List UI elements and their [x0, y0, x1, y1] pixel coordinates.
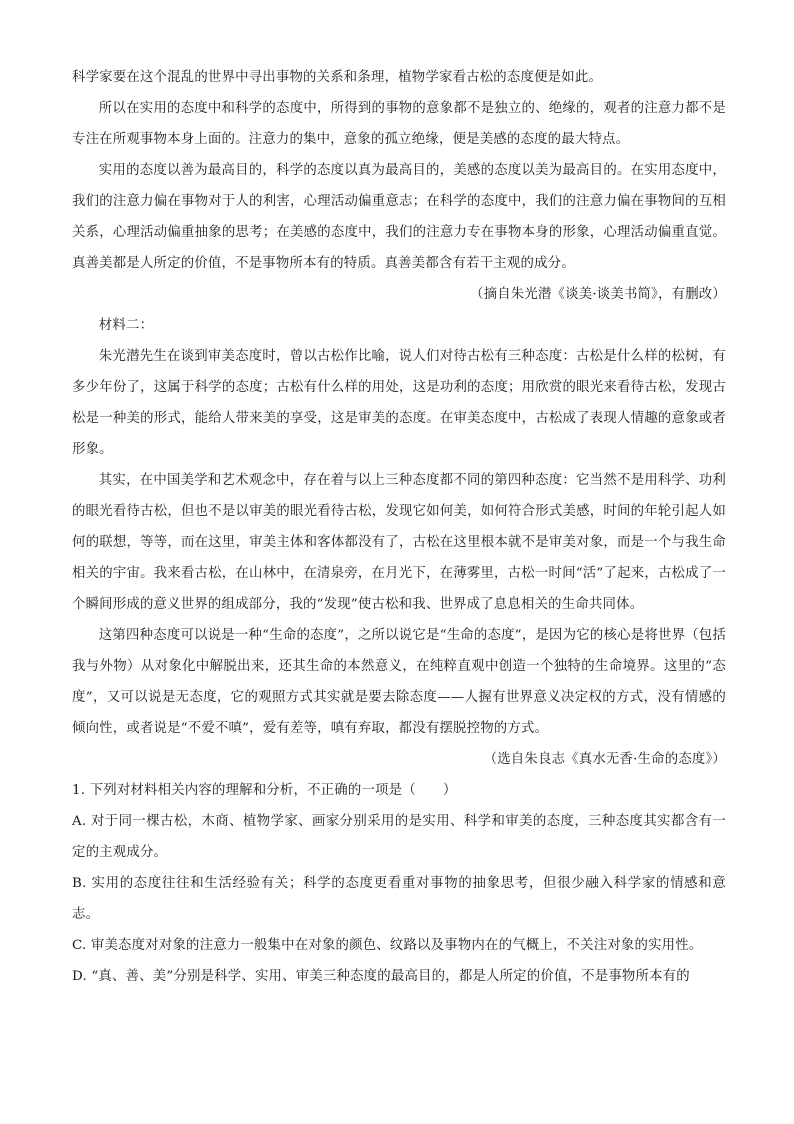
material1-paragraph-2: 所以在实用的态度中和科学的态度中，所得到的事物的意象都不是独立的、绝缘的，观者的注意力都不是专注在所观事物本身上面的。注意力的集中，意象的孤立绝缘，便是美感的态度的最大特点。	[72, 101, 726, 147]
question-option-c: C. 审美态度对对象的注意力一般集中在对象的颜色、纹路以及事物内在的气概上，不关注对象的实用性。	[72, 938, 703, 953]
material2-paragraph-1: 朱光潜先生在谈到审美态度时，曾以古松作比喻，说人们对待古松有三种态度：古松是什么样的松树，有多少年份了，这属于科学的态度；古松有什么样的用处，这是功利的态度；用欣赏的眼光来看待古松，发现古松是一种美的形式，能给人带来美的享受，这是审美的态度。在审美态度中，古松成了表现人情趣的意象或者形象。	[72, 349, 726, 457]
material1-paragraph-3: 实用的态度以善为最高目的，科学的态度以真为最高目的，美感的态度以美为最高目的。在实用态度中，我们的注意力偏在事物对于人的利害，心理活动偏重意志；在科学的态度中，我们的注意力偏在事物间的互相关系，心理活动偏重抽象的思考；在美感的态度中，我们的注意力专在事物本身的形象，心理活动偏重直觉。真善美都是人所定的价值，不是事物所本有的特质。真善美都含有若干主观的成分。	[72, 163, 726, 271]
material2-label: 材料二：	[98, 318, 154, 333]
question-stem: 1. 下列对材料相关内容的理解和分析，不正确的一项是（ ）	[72, 783, 457, 798]
material2-source: （选自朱良志《真水无香·生命的态度》）	[483, 752, 726, 767]
document-page	[72, 62, 726, 992]
material1-paragraph-1: 科学家要在这个混乱的世界中寻出事物的关系和条理，植物学家看古松的态度便是如此。	[72, 70, 603, 85]
material2-paragraph-3: 这第四种态度可以说是一种“生命的态度”，之所以说它是“生命的态度”，是因为它的核心是将世界（包括我与外物）从对象化中解脱出来，还其生命的本然意义，在纯粹直观中创造一个独特的生命境界。这里的“态度”，又可以说是无态度，它的观照方式其实就是要去除态度——人握有世界意义决定权的方式，没有情感的倾向性，或者说是“不爱不嗔”，爱有差等，嗔有弃取，都没有摆脱控物的方式。	[72, 628, 726, 736]
material2-paragraph-2: 其实，在中国美学和艺术观念中，存在着与以上三种态度都不同的第四种态度：它当然不是用科学、功利的眼光看待古松，但也不是以审美的眼光看待古松，发现它如何美，如何符合形式美感，时间的年轮引起人如何的联想，等等，而在这里，审美主体和客体都没有了，古松在这里根本就不是审美对象，而是一个与我生命相关的宇宙。我来看古松，在山林中，在清泉旁，在月光下，在薄雾里，古松一时间“活”了起来，古松成了一个瞬间形成的意义世界的组成部分，我的“发现”使古松和我、世界成了息息相关的生命共同体。	[72, 473, 726, 612]
question-option-a: A. 对于同一棵古松，木商、植物学家、画家分别采用的是实用、科学和审美的态度，三种态度其实都含有一定的主观成分。	[72, 814, 726, 860]
question-option-b: B. 实用的态度往往和生活经验有关；科学的态度更看重对事物的抽象思考，但很少融入科学家的情感和意志。	[72, 876, 726, 922]
question-option-d: D. “真、善、美”分别是科学、实用、审美三种态度的最高目的，都是人所定的价值，不是事物所本有的	[72, 969, 690, 984]
material1-source: （摘自朱光潜《谈美·谈美书简》，有删改）	[470, 287, 726, 302]
